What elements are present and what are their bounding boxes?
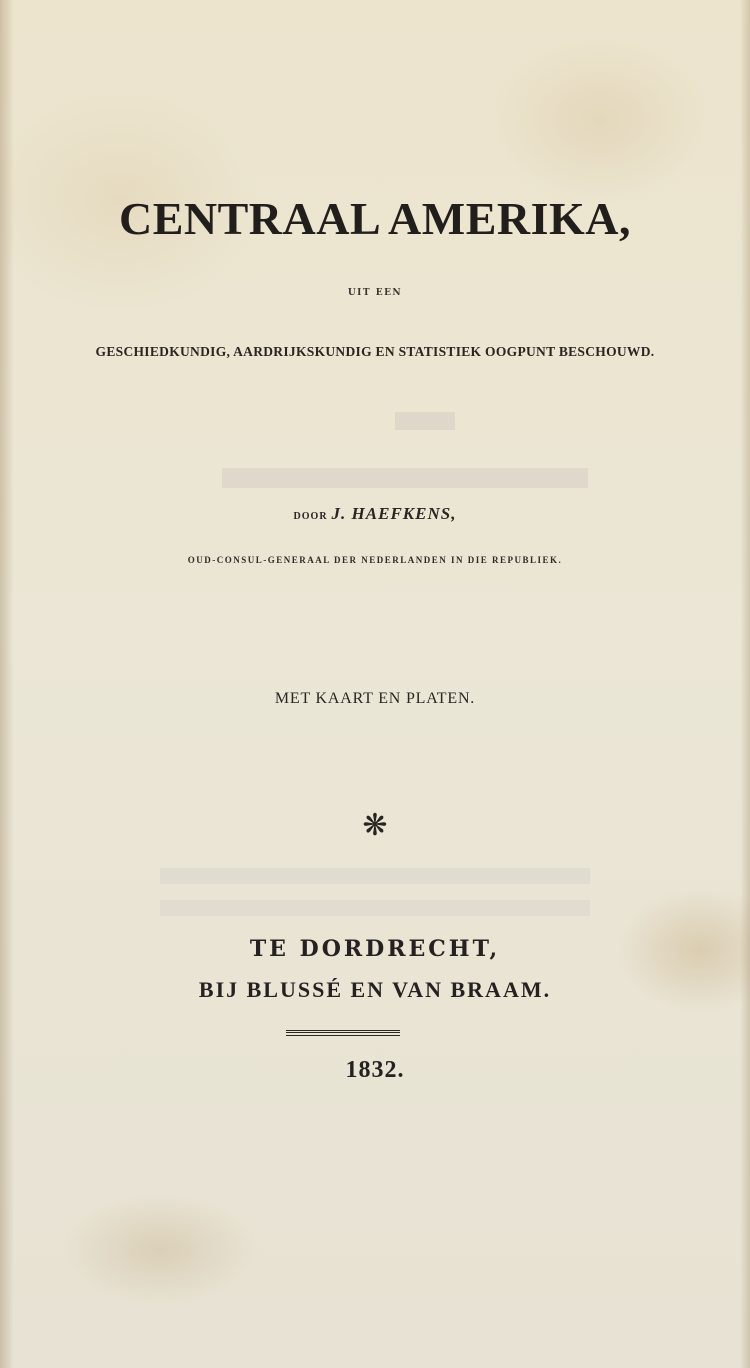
imprint-publisher: BIJ BLUSSÉ EN VAN BRAAM.	[198, 977, 552, 1002]
book-title: CENTRAAL AMERIKA,	[118, 193, 631, 244]
author-position: OUD-CONSUL-GENERAAL DER NEDERLANDEN IN DIE REPUBLIEK.	[187, 555, 563, 565]
book-subtitle: GESCHIEDKUNDIG, AARDRIJKSKUNDIG EN STATISTIEK OOGPUNT BESCHOUWD.	[95, 344, 655, 359]
door-label: DOOR	[293, 511, 328, 522]
double-rule-divider	[286, 1030, 400, 1036]
imprint-city: TE DORDRECHT,	[249, 936, 501, 962]
show-through-mark	[395, 412, 455, 430]
show-through-mark	[160, 868, 590, 884]
show-through-mark	[222, 468, 588, 488]
asterisk-ornament-icon: ❋	[362, 808, 388, 843]
uit-een-text: UIT EEN	[347, 288, 403, 298]
author-name: J. HAEFKENS,	[331, 504, 457, 523]
show-through-mark	[160, 900, 590, 916]
publication-year: 1832.	[345, 1057, 405, 1083]
author-line	[0, 504, 750, 524]
illustrations-note: MET KAART EN PLATEN.	[274, 690, 476, 707]
